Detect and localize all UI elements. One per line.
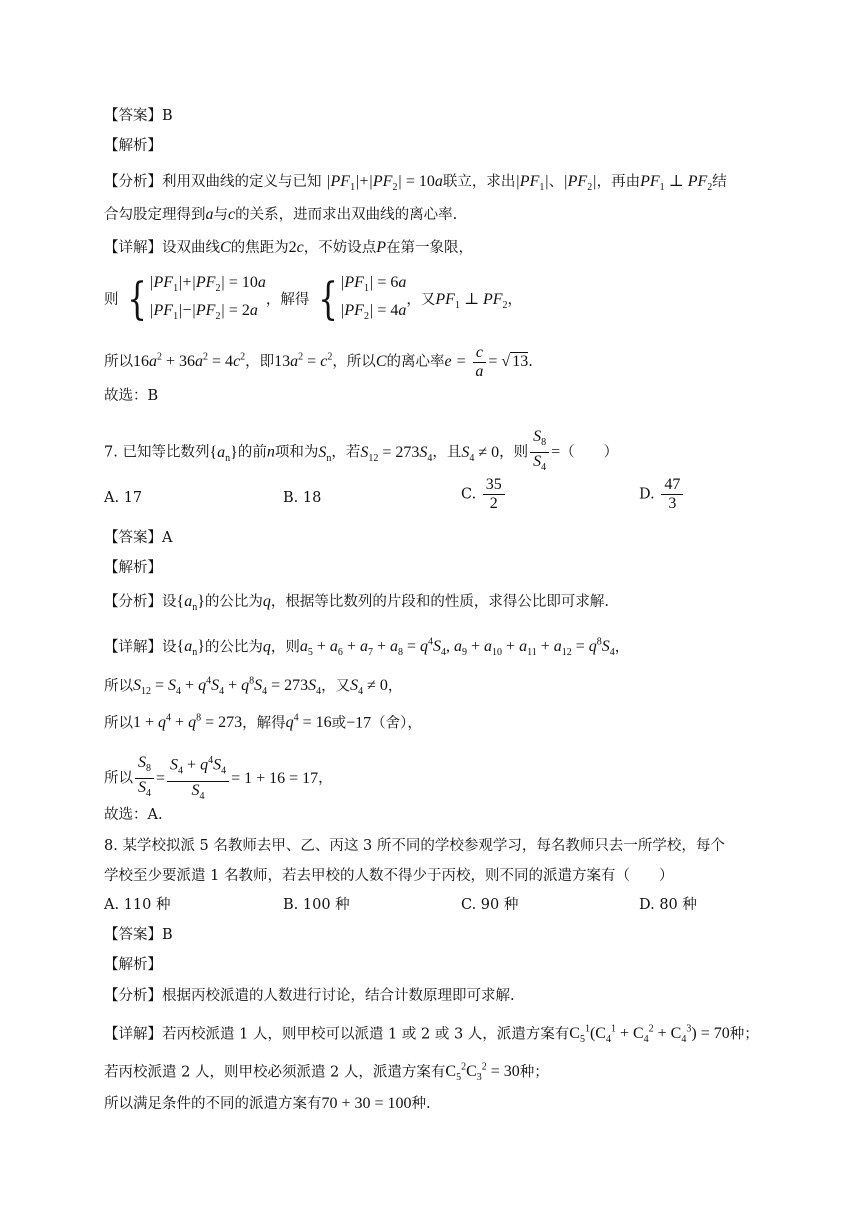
text: ，根据等比数列的片段和的性质，求得公比即可求解. (270, 594, 609, 610)
question-number: 7. 已知等比数列 (104, 444, 210, 461)
q7-analysis-heading: 【解析】 (104, 560, 162, 576)
math-an: $\{a_n\}$ (176, 593, 205, 614)
text: 所以满足条件的不同的派遣方案有 (104, 1096, 322, 1112)
q7-xiangjie-line4: 所以 $\frac{S_8}{S_4}$ = $\frac{S_4 + q^4S_4}{S_4}$ = 1 + 16 = 17， (104, 752, 333, 806)
math-perp: $PF_1$ ⊥ $PF_2$ (640, 173, 713, 194)
text: ，又 (406, 292, 436, 309)
text: ，再由 (596, 174, 641, 190)
equation-system-2: { $|PF_1| = 6a$ $|PF_2| = 4a$ (318, 274, 407, 326)
math-nonzero: $S_4 \ne 0$ (461, 443, 500, 464)
text: 或 (331, 715, 347, 732)
q8-option-c: C. 90 种 (461, 897, 519, 913)
q6-fenxi-line1 (104, 172, 727, 198)
text: 设 (162, 594, 177, 610)
math-condition: $S_{12} = 273S_4$ (360, 443, 433, 464)
fraction (661, 476, 683, 513)
math-q: q (262, 593, 271, 610)
q8-option-a: A. 110 种 (104, 897, 171, 913)
q8-xiangjie-line3 (104, 1094, 431, 1114)
math-q: q (262, 638, 271, 656)
math-an: $\{a_n\}$ (209, 443, 238, 464)
text: （舍）， (371, 715, 422, 732)
text: 种； (729, 1026, 759, 1043)
text: 所以 (104, 715, 133, 732)
text: 【详解】若丙校派遣 1 人，则甲校可以派遣 1 或 2 或 3 人，派遣方案有 (104, 1026, 570, 1043)
math-C: C (375, 353, 387, 371)
math-an: $\{a_n\}$ (176, 638, 205, 659)
text: 合勾股定理得到 (104, 207, 206, 223)
q6-xiangjie-line1 (104, 238, 473, 258)
text: 设 (162, 639, 177, 656)
text: （ ） (560, 444, 619, 461)
math-combination-1: $C_5^1(C_4^1 + C_4^2 + C_4^3) = 70$ (569, 1024, 730, 1046)
q7-fenxi (104, 592, 609, 618)
q6-answer: 【答案】B (104, 108, 173, 124)
math-final: $\frac{S_8}{S_4}$ = $\frac{S_4 + q^4S_4}{S_4}$ = 1 + 16 = 17 (133, 770, 318, 787)
numerator: 47 (661, 476, 683, 495)
text: 若丙校派遣 2 人，则甲校必须派遣 2 人，派遣方案有 (104, 1064, 446, 1081)
math-combination-2: $C_5^2C_3^2 = 30$ (445, 1062, 520, 1084)
math-eq1: $16a^2 + 36a^2 = 4c^2$ (133, 351, 246, 371)
text: 的焦距为 (230, 240, 289, 256)
option-label: C. (461, 486, 477, 503)
text: ，则 (499, 444, 529, 461)
q8-fenxi: 【分析】根据丙校派遣的人数进行讨论，结合计数原理即可求解. (104, 988, 515, 1004)
math-c: c (228, 206, 236, 223)
text: ，则 (270, 639, 300, 656)
text: ，若 (331, 444, 361, 461)
q8-option-b: B. 100 种 (283, 897, 350, 913)
text: 的关系，进而求出双曲线的离心率. (235, 207, 458, 223)
q8-xiangjie-line1 (104, 1020, 759, 1051)
brace-symbol: { (127, 274, 147, 326)
math-pf1: $|PF_1|$ (515, 173, 549, 194)
math-q4: $q^4 = 16$ (285, 713, 332, 732)
math-sums: $a_5 + a_6 + a_7 + a_8 = q^4S_4$, $a_9 + a_{10} + a_{11} + a_{12} = q^8S_4$ (299, 637, 615, 659)
math-q-eq: $1 + q^4 + q^8 = 273$ (133, 713, 243, 732)
text: 种； (519, 1064, 549, 1081)
math-2c: 2c (288, 239, 304, 256)
xiangjie-label: 【详解】 (104, 639, 162, 656)
text: 利用双曲线的定义与已知 (162, 174, 322, 190)
text: 在第一象限， (386, 240, 474, 256)
text: 的公比为 (204, 639, 263, 656)
text: 设双曲线 (162, 240, 220, 256)
math-a: a (205, 206, 214, 223)
text: 则 (104, 292, 119, 309)
text: ，解得 (242, 715, 286, 732)
math-ratio: $\frac{S_8}{S_4}$ (530, 428, 549, 477)
text: 种. (411, 1096, 431, 1112)
math-nonzero: $S_4 \ne 0$ (350, 677, 388, 698)
text: ，且 (432, 444, 462, 461)
q6-xiangjie-line3: 所以$16a^2 + 36a^2 = 4c^2$，即$13a^2 = c^2$，所以C的离心率e = $\frac{c}{a}$ = √ 13. (104, 344, 533, 380)
text: 结 (712, 174, 727, 190)
fenxi-label: 【分析】 (104, 174, 162, 190)
math-eq2: $13a^2 = c^2$ (274, 351, 333, 371)
denominator: 2 (489, 495, 498, 512)
q6-choose: 故选：B (104, 388, 159, 404)
q7-answer: 【答案】A (104, 530, 173, 546)
fraction (483, 476, 505, 513)
math-pf2: $|PF_2|$ (563, 173, 597, 194)
text: ，即 (245, 354, 275, 371)
math-eccentricity: e = $\frac{c}{a}$ = √ 13 (444, 344, 529, 380)
q8-option-d: D. 80 种 (639, 897, 697, 913)
text: ，解得 (265, 292, 310, 309)
math-perp2: $PF_1$ ⊥ $PF_2$ (435, 291, 508, 312)
math-Sn: $S_n$ (318, 443, 332, 464)
q7-option-c (461, 476, 507, 513)
text: 的离心率 (386, 354, 445, 371)
text: ，不妨设点 (303, 240, 377, 256)
q8-xiangjie-line2 (104, 1058, 549, 1089)
text: ，又 (321, 678, 351, 695)
q8-stem-line1: 8. 某学校拟派 5 名教师去甲、乙、丙这 3 所不同的学校参观学习，每名教师只去一所学校，每个 (104, 838, 725, 854)
q7-xiangjie-line3 (104, 709, 422, 733)
math-condition: $|PF_1|+|PF_2| = 10a$ (326, 173, 443, 194)
text: 所以 (104, 770, 133, 787)
q8-stem-line2: 学校至少要派遣 1 名教师，若去甲校的人数不得少于丙校，则不同的派遣方案有（ ） (104, 868, 674, 884)
text: 的公比为 (204, 594, 263, 610)
q7-xiangjie-line2: 所以$S_{12} = S_4 + q^4S_4 + q^8S_4 = 273S_4$，又$S_4 \ne 0$， (104, 676, 403, 698)
q7-option-a: A. 17 (104, 490, 143, 506)
math-s12: $S_{12} = S_4 + q^4S_4 + q^8S_4 = 273S_4$ (133, 676, 322, 698)
text: 联立，求出 (442, 174, 516, 190)
text: 项和为 (274, 444, 319, 461)
math-n: n (266, 443, 275, 461)
text: 、 (548, 174, 564, 190)
math-total: 70 + 30 = 100 (321, 1095, 412, 1112)
text: 所以 (104, 678, 133, 695)
numerator: 35 (483, 476, 505, 495)
option-label: D. (639, 486, 655, 503)
text: 与 (213, 207, 228, 223)
q7-stem: 7. 已知等比数列$\{a_n\}$的前n项和为$S_n$，若$S_{12} = 273S_4$，且$S_4 \ne 0$，则 $\frac{S_8}{S_4}$ =（ ） (104, 428, 618, 477)
q8-analysis-heading: 【解析】 (104, 957, 162, 973)
fenxi-label: 【分析】 (104, 594, 162, 610)
xiangjie-label: 【详解】 (104, 240, 162, 256)
q6-xiangjie-system: 则 { $|PF_1|+|PF_2| = 10a$ $|PF_1|-|PF_2| = 2a$ ，解得 { $|PF_1| = 6a$ $|PF_2| = 4a$ ，又$PF_1$ ⊥ $PF_2$， (104, 272, 522, 328)
q8-answer: 【答案】B (104, 927, 173, 943)
text: 所以 (104, 354, 133, 371)
math-neg17: −17 (346, 714, 372, 732)
q7-xiangjie-line1: 【详解】设$\{a_n\}$的公比为q，则$a_5 + a_6 + a_7 + a_8 = q^4S_4$, $a_9 + a_{10} + a_{11} + a_{12} = q^8S_4$， (104, 637, 630, 659)
q6-analysis-heading: 【解析】 (104, 138, 162, 154)
brace-symbol: { (318, 274, 338, 326)
text: ，所以 (332, 354, 376, 371)
q7-option-b: B. 18 (283, 490, 322, 506)
math-C: C (220, 239, 231, 256)
denominator: 3 (668, 495, 677, 512)
text: 的前 (237, 444, 267, 461)
q7-option-d (639, 476, 685, 513)
q7-choose: 故选：A. (104, 807, 163, 823)
q6-fenxi-line2 (104, 205, 457, 225)
math-P: P (376, 239, 387, 256)
equation-system-1: { $|PF_1|+|PF_2| = 10a$ $|PF_1|-|PF_2| = 2a$ (127, 274, 266, 326)
